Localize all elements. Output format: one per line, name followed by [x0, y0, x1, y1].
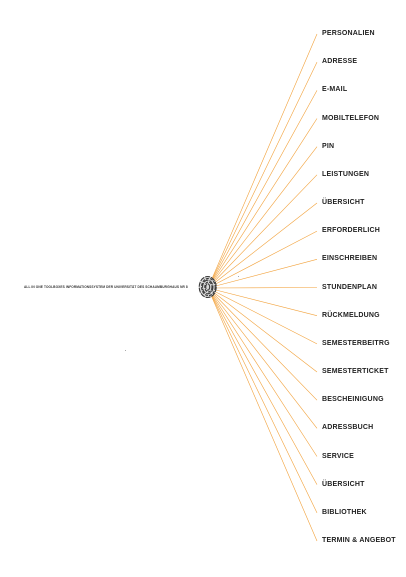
menu-item-8[interactable]: ERFORDERLICH — [322, 227, 381, 235]
connector-line — [208, 288, 317, 372]
menu-item-5[interactable]: PIN — [322, 142, 335, 150]
menu-item-10[interactable]: STUNDENPLAN — [322, 283, 378, 291]
menu-item-12[interactable]: SEMESTERBEITRG — [322, 339, 390, 347]
menu-item-4[interactable]: MOBILTELEFON — [322, 114, 380, 122]
menu-item-9[interactable]: EINSCHREIBEN — [322, 255, 378, 263]
menu-item-19[interactable]: TERMIN & ANGEBOT — [322, 537, 396, 544]
connector-line — [208, 288, 317, 485]
menu-item-16[interactable]: SERVICE — [322, 452, 355, 460]
menu-item-11[interactable]: RÜCKMELDUNG — [322, 311, 380, 319]
connector-line — [208, 175, 317, 288]
connector-line — [208, 288, 317, 344]
connector-line — [208, 147, 317, 288]
connector-line — [208, 62, 317, 288]
connector-line — [208, 34, 317, 288]
connector-line — [208, 119, 317, 289]
menu-item-3[interactable]: E-MAIL — [322, 86, 348, 94]
connector-line — [208, 203, 317, 288]
speck — [125, 350, 126, 351]
connector-line — [208, 288, 317, 541]
connector-line — [208, 288, 317, 428]
menu-item-14[interactable]: BESCHEINIGUNG — [322, 396, 384, 404]
connector-line — [208, 288, 317, 513]
connector-line — [208, 90, 317, 288]
connector-line — [208, 259, 317, 288]
menu-item-17[interactable]: ÜBERSICHT — [322, 480, 365, 488]
connector-line — [208, 288, 317, 457]
connector-line — [208, 288, 317, 400]
caption-text: ALL IN ONE TOOLBOXES INFORMATIONSSYSTEM DER UNIVERSITÄT DES SCHAUMBURGHAUS NR 8 — [24, 285, 188, 289]
menu-item-15[interactable]: ADRESSBUCH — [322, 424, 374, 432]
menu-item-18[interactable]: BIBLIOTHEK — [322, 508, 367, 516]
connector-line — [208, 231, 317, 288]
menu-item-1[interactable]: PERSONALIEN — [322, 30, 375, 37]
fingerprint-icon[interactable] — [198, 275, 218, 299]
menu-item-7[interactable]: ÜBERSICHT — [322, 199, 365, 206]
connector-line — [208, 288, 317, 289]
connector-line — [208, 288, 317, 316]
menu-item-6[interactable]: LEISTUNGEN — [322, 170, 370, 178]
menu-item-2[interactable]: ADRESSE — [322, 58, 358, 66]
menu-item-13[interactable]: SEMESTERTICKET — [322, 368, 389, 375]
speck — [238, 276, 239, 277]
